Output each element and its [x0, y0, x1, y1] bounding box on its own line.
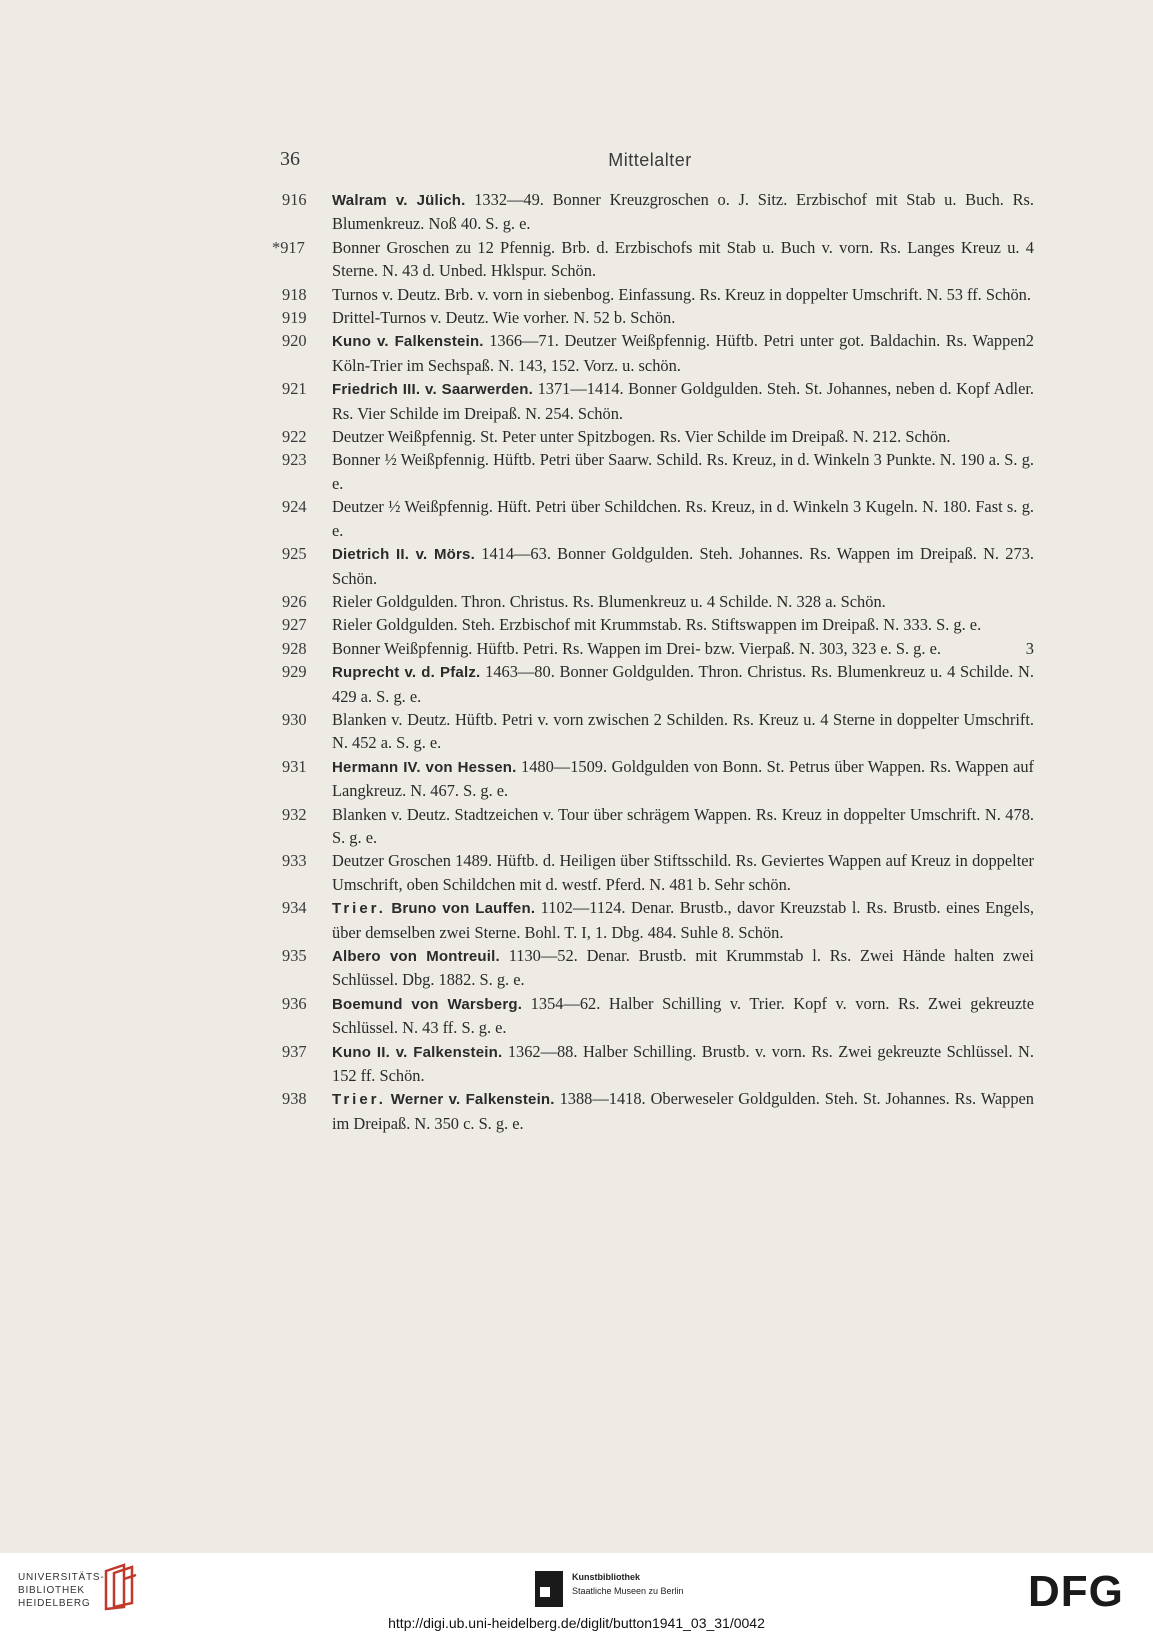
entry-number: 930: [282, 709, 307, 729]
entry-number: 925: [282, 544, 307, 564]
catalog-entry: [282, 613, 1034, 636]
entry-description: 1366—71. Deutzer Weißpfennig. Hüftb. Petri unter got. Baldachin. Rs. Wappen Köln-Trier im Sechspaß. N. 143, 152. Vorz. u. schön.: [332, 331, 1026, 375]
entry-number: 922: [282, 427, 307, 447]
entry-description: Turnos v. Deutz. Brb. v. vorn in siebenbog. Einfassung. Rs. Kreuz in doppelter Umschrift. N. 53 ff. Schön.: [332, 284, 1031, 304]
catalog-entry: [282, 637, 1034, 660]
entry-text: [332, 755, 1034, 803]
catalog-entry: [282, 590, 1034, 613]
entry-text: [332, 188, 1034, 236]
entry-number: 918: [282, 284, 307, 304]
entry-ruler-name: Hermann IV. von Hessen.: [332, 758, 517, 776]
entry-ruler-name: Dietrich II. v. Mörs.: [332, 546, 475, 564]
kb-subtitle: Staatliche Museen zu Berlin: [572, 1586, 684, 1596]
entry-text: [332, 590, 1034, 613]
entry-text: [332, 236, 1034, 283]
catalog-entry: [282, 495, 1034, 542]
entry-text: [332, 992, 1034, 1040]
entry-description: 1102—1124. Denar. Brustb., davor Kreuzstab l. Rs. Brustb. eines Engels, über demselben zwei Sterne. Bohl. T. I, 1. Dbg. 484. Suhle 8. Schön.: [332, 898, 1034, 942]
ub-line-2: BIBLIOTHEK: [18, 1585, 85, 1596]
entry-text: [332, 425, 1034, 448]
entry-description: Bonner Weißpfennig. Hüftb. Petri. Rs. Wappen im Drei- bzw. Vierpaß. N. 303, 323 e. S. g. e.: [332, 638, 941, 658]
entry-number: 916: [282, 190, 307, 209]
entry-ruler-name: Albero von Montreuil.: [332, 948, 500, 965]
entry-text: [332, 944, 1034, 992]
entry-text: [332, 306, 1034, 329]
catalog-entry: [282, 188, 1034, 236]
dfg-logo[interactable]: DFG: [1028, 1567, 1124, 1616]
entry-number: 934: [282, 898, 307, 918]
entry-text: [332, 849, 1034, 896]
entry-number: 935: [282, 946, 307, 965]
entry-text: [332, 542, 1034, 590]
entry-text: [332, 329, 1034, 377]
entry-ruler-name: Ruprecht v. d. Pfalz.: [332, 664, 481, 682]
entry-text: [332, 495, 1034, 542]
entry-description: Drittel-Turnos v. Deutz. Wie vorher. N. 52 b. Schön.: [332, 308, 676, 328]
entry-description: 1371—1414. Bonner Goldgulden. Steh. St. Johannes, neben d. Kopf Adler. Rs. Vier Schilde im Dreipaß. N. 254. Schön.: [332, 379, 1034, 423]
catalog-entry: [282, 448, 1034, 495]
entry-ruler-name: Kuno II. v. Falkenstein.: [332, 1043, 503, 1061]
entry-text: [332, 708, 1034, 755]
ub-heidelberg-logo-icon[interactable]: [102, 1563, 140, 1611]
catalog-entry: [282, 803, 1034, 850]
page-number: 36: [280, 148, 300, 170]
entry-text: [332, 1087, 1034, 1135]
entry-number: 920: [282, 331, 307, 351]
entry-ruler-name: Bruno von Lauffen.: [391, 900, 536, 918]
entry-text: [332, 1040, 1034, 1088]
entry-region: Trier.: [332, 900, 386, 918]
entry-number: 924: [282, 497, 307, 517]
entry-number: 937: [282, 1041, 307, 1061]
catalog-entry: [282, 708, 1034, 755]
catalog-entry: [282, 377, 1034, 425]
kb-name: Kunstbibliothek: [572, 1572, 640, 1582]
entry-ruler-name: Friedrich III. v. Saarwerden.: [332, 381, 534, 399]
entry-number: 921: [282, 379, 307, 399]
entry-text: [332, 613, 1034, 636]
entry-description: Rieler Goldgulden. Steh. Erzbischof mit Krummstab. Rs. Stiftswappen im Dreipaß. N. 333. S. g. e.: [332, 615, 982, 635]
entry-price: 3: [1025, 638, 1034, 658]
catalog-entry: [282, 1087, 1034, 1135]
entry-description: Blanken v. Deutz. Stadtzeichen v. Tour über schrägem Wappen. Rs. Kreuz in doppelter Umschrift. N. 478. S. g. e.: [332, 804, 1034, 847]
entry-description: 1414—63. Bonner Goldgulden. Steh. Johannes. Rs. Wappen im Dreipaß. N. 273. Schön.: [332, 544, 1034, 588]
entry-number: 932: [282, 804, 307, 824]
entry-number: 938: [282, 1089, 307, 1109]
entry-number: 923: [282, 450, 307, 470]
entry-number: 936: [282, 993, 307, 1013]
ub-line-3: HEIDELBERG: [18, 1598, 91, 1609]
catalog-entry: [282, 944, 1034, 992]
catalog-entry: [282, 992, 1034, 1040]
entry-description: Deutzer ½ Weißpfennig. Hüft. Petri über Schildchen. Rs. Kreuz, in d. Winkeln 3 Kugeln. N. 180. Fast s. g. e.: [332, 497, 1034, 540]
section-title: Mittelalter: [608, 150, 692, 170]
kunstbibliothek-logo-icon[interactable]: [535, 1571, 563, 1607]
entry-text: [332, 803, 1034, 850]
ub-heidelberg-label[interactable]: [18, 1571, 105, 1610]
entry-ruler-name: Kuno v. Falkenstein.: [332, 333, 484, 351]
footer: [0, 1553, 1153, 1635]
entry-description: 1388—1418. Oberweseler Goldgulden. Steh. St. Johannes. Rs. Wappen im Dreipaß. N. 350 c. S. g. e.: [332, 1089, 1034, 1133]
catalog-entry: [282, 425, 1034, 448]
entry-text: [332, 377, 1034, 425]
entry-number: 927: [282, 615, 307, 635]
ub-line-1: UNIVERSITÄTS-: [18, 1572, 105, 1583]
entry-text: [332, 660, 1034, 708]
entry-text: [332, 283, 1034, 306]
entry-description: Blanken v. Deutz. Hüftb. Petri v. vorn zwischen 2 Schilden. Rs. Kreuz u. 4 Sterne in doppelter Umschrift. N. 452 a. S. g. e.: [332, 709, 1034, 753]
entry-ruler-name: Werner v. Falkenstein.: [390, 1091, 555, 1109]
entry-text: [332, 448, 1034, 495]
catalog-entries: [272, 188, 1034, 1135]
entry-number: 933: [282, 851, 307, 871]
entry-description: Rieler Goldgulden. Thron. Christus. Rs. Blumenkreuz u. 4 Schilde. N. 328 a. Schön.: [332, 591, 886, 611]
catalog-entry: [282, 755, 1034, 803]
entry-number: 926: [282, 591, 307, 611]
entry-text: [332, 637, 1034, 660]
catalog-entry: [282, 660, 1034, 708]
entry-description: Bonner Groschen zu 12 Pfennig. Brb. d. Erzbischofs mit Stab u. Buch v. vorn. Rs. Langes Kreuz u. 4 Sterne. N. 43 d. Unbed. Hklspur. Schön.: [332, 237, 1034, 281]
entry-description: 1480—1509. Goldgulden von Bonn. St. Petrus über Wappen. Rs. Wappen auf Langkreuz. N. 467. S. g. e.: [332, 756, 1034, 801]
entry-region: Trier.: [332, 1091, 386, 1109]
entry-number: *917: [272, 237, 305, 257]
entry-description: 1354—62. Halber Schilling v. Trier. Kopf v. vorn. Rs. Zwei gekreuzte Schlüssel. N. 43 ff. S. g. e.: [332, 993, 1034, 1038]
entry-text: [332, 896, 1034, 944]
entry-number: 931: [282, 756, 307, 776]
kunstbibliothek-label: [572, 1570, 684, 1598]
entry-number: 929: [282, 662, 307, 682]
entry-description: 1130—52. Denar. Brustb. mit Krummstab l. Rs. Zwei Hände halten zwei Schlüssel. Dbg. 1882. S. g. e.: [332, 946, 1034, 990]
catalog-entry: [282, 1040, 1034, 1088]
catalog-entry: [282, 283, 1034, 306]
entry-number: 919: [282, 308, 307, 328]
catalog-entry: [282, 849, 1034, 896]
catalog-entry: [282, 329, 1034, 377]
catalog-entry: [282, 306, 1034, 329]
catalog-entry: [282, 896, 1034, 944]
entry-description: 1463—80. Bonner Goldgulden. Thron. Christus. Rs. Blumenkreuz u. 4 Schilde. N. 429 a. S. g. e.: [332, 662, 1034, 706]
catalog-entry: [272, 236, 1034, 283]
permalink-url[interactable]: http://digi.ub.uni-heidelberg.de/diglit/button1941_03_31/0042: [388, 1615, 765, 1631]
entry-description: Deutzer Weißpfennig. St. Peter unter Spitzbogen. Rs. Vier Schilde im Dreipaß. N. 212. Schön.: [332, 427, 951, 447]
catalog-entry: [282, 542, 1034, 590]
entry-price: 2: [1025, 331, 1034, 351]
entry-description: 1332—49. Bonner Kreuzgroschen o. J. Sitz. Erzbischof mit Stab u. Buch. Rs. Blumenkreuz. Noß 40. S. g. e.: [332, 190, 1034, 234]
entry-description: Deutzer Groschen 1489. Hüftb. d. Heiligen über Stiftsschild. Rs. Geviertes Wappen auf Kreuz in doppelter Umschrift, oben Schildchen mit d. westf. Pferd. N. 481 b. Sehr schön.: [332, 851, 1034, 894]
entry-ruler-name: Boemund von Warsberg.: [332, 995, 523, 1013]
entry-ruler-name: Walram v. Jülich.: [332, 192, 466, 209]
entry-description: Bonner ½ Weißpfennig. Hüftb. Petri über Saarw. Schild. Rs. Kreuz, in d. Winkeln 3 Punkte. N. 190 a. S. g. e.: [332, 450, 1034, 493]
entry-description: 1362—88. Halber Schilling. Brustb. v. vorn. Rs. Zwei gekreuzte Schlüssel. N. 152 ff. Schön.: [332, 1041, 1034, 1086]
entry-number: 928: [282, 638, 307, 658]
